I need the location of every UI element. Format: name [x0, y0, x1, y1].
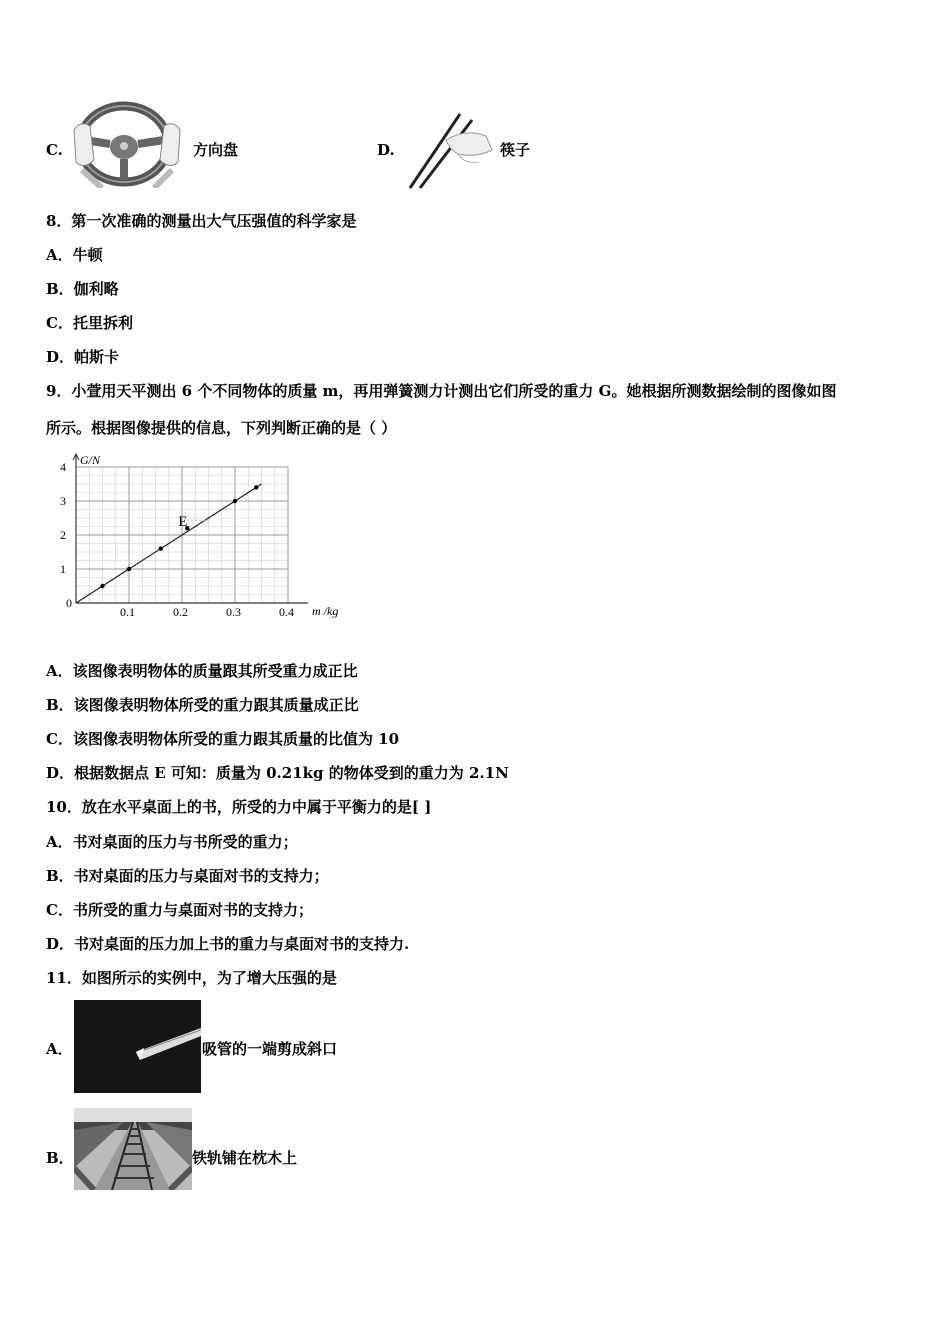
steering-wheel-icon [72, 100, 184, 188]
y-tick-label: 2 [60, 528, 66, 542]
q10-option-d: D．书对桌面的压力加上书的重力与桌面对书的支持力. [46, 935, 410, 953]
q8-option-d: D．帕斯卡 [46, 348, 120, 366]
q9-chart [44, 450, 374, 630]
x-tick-label: 0.2 [173, 605, 188, 619]
q10-option-a: A．书对桌面的压力与书所受的重力； [46, 833, 298, 851]
q10-stem: 10．放在水平桌面上的书，所受的力中属于平衡力的是[ ] [46, 798, 432, 816]
q7-optC-letter: C. [46, 141, 63, 159]
q7-optC-caption: 方向盘 [193, 141, 239, 159]
railway-photo-icon [74, 1108, 192, 1190]
q11-optB-caption: 铁轨铺在枕木上 [192, 1149, 298, 1167]
q9-option-b: B．该图像表明物体所受的重力跟其质量成正比 [46, 696, 359, 714]
data-point [159, 546, 163, 550]
y-tick-label: 3 [60, 494, 66, 508]
q9-option-d: D．根据数据点 E 可知：质量为 0.21kg 的物体受到的重力为 2.1N [46, 764, 509, 782]
q9-stem-line1: 9．小萱用天平测出 6 个不同物体的质量 m，再用弹簧测力计测出它们所受的重力 G。她根据所测数据绘制的图像如图 [46, 382, 837, 400]
data-point [254, 485, 258, 489]
q7-optD-caption: 筷子 [500, 141, 531, 159]
q10-option-b: B．书对桌面的压力与桌面对书的支持力； [46, 867, 329, 885]
straw-photo-icon [74, 1000, 201, 1093]
x-tick-label: 0.4 [279, 605, 294, 619]
origin-label: 0 [66, 596, 72, 610]
y-tick-label: 4 [60, 460, 66, 474]
q8-stem: 8．第一次准确的测量出大气压强值的科学家是 [46, 212, 357, 230]
chopsticks-icon [406, 110, 494, 190]
x-tick-label: 0.3 [226, 605, 241, 619]
q11-optA-caption: 吸管的一端剪成斜口 [202, 1040, 338, 1058]
q10-option-c: C．书所受的重力与桌面对书的支持力； [46, 901, 313, 919]
data-point [127, 567, 131, 571]
q8-option-a: A．牛顿 [46, 246, 103, 264]
q11-optB-letter: B． [46, 1149, 74, 1167]
data-point [233, 499, 237, 503]
q9-stem-line2: 所示。根据图像提供的信息，下列判断正确的是（ ） [46, 419, 397, 437]
point-e-label: E [178, 514, 188, 531]
q11-optA-letter: A． [46, 1040, 73, 1058]
data-point [100, 584, 104, 588]
x-tick-label: 0.1 [120, 605, 135, 619]
q9-option-a: A．该图像表明物体的质量跟其所受重力成正比 [46, 662, 358, 680]
q8-option-b: B．伽利略 [46, 280, 119, 298]
y-tick-label: 1 [60, 562, 66, 576]
x-axis-label: m /kg [312, 604, 339, 618]
y-axis-label: G/N [80, 453, 101, 467]
q9-option-c: C．该图像表明物体所受的重力跟其质量的比值为 10 [46, 730, 400, 748]
q11-stem: 11．如图所示的实例中，为了增大压强的是 [46, 969, 337, 987]
q7-optD-letter: D. [377, 141, 395, 159]
q8-option-c: C．托里拆利 [46, 314, 133, 332]
